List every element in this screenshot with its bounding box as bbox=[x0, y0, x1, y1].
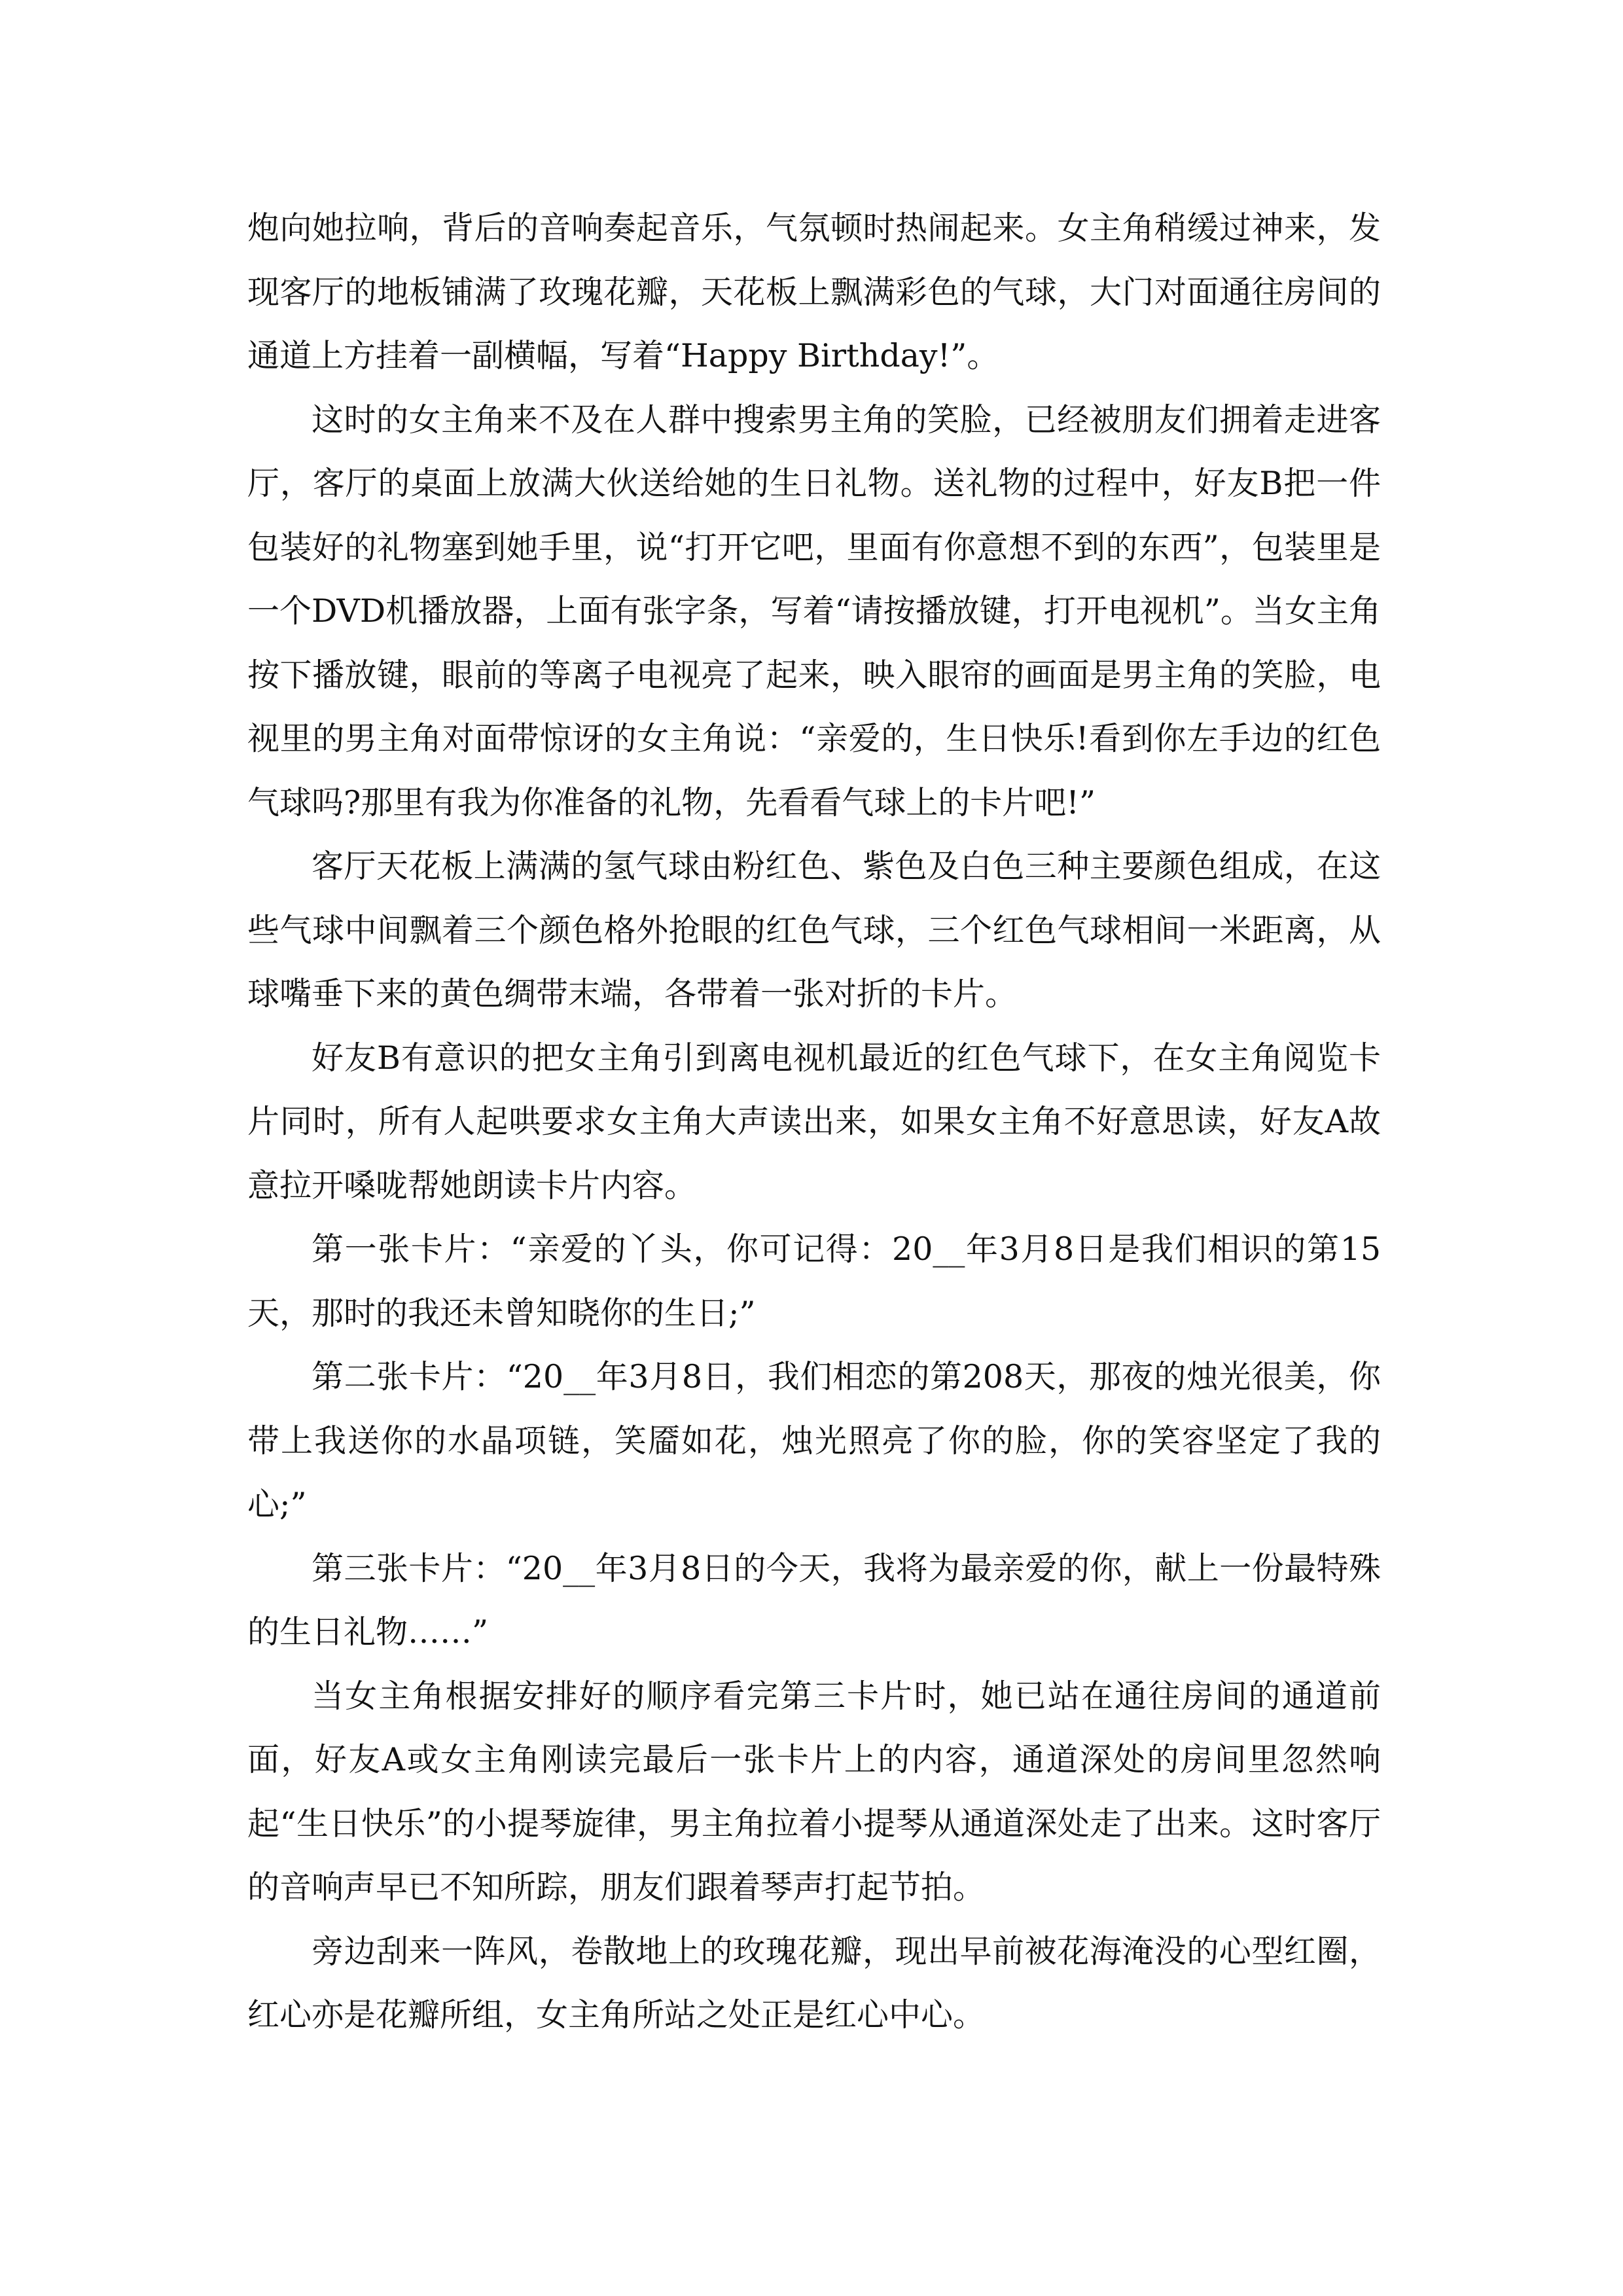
paragraph-4: 好友B有意识的把女主角引到离电视机最近的红色气球下，在女主角阅览卡片同时，所有人起哄要求女主角大声读出来，如果女主角不好意思读，好友A故意拉开嗓咙帮她朗读卡片内容。 bbox=[247, 1039, 1381, 1204]
paragraph-9: 旁边刮来一阵风，卷散地上的玫瑰花瓣，现出早前被花海淹没的心型红圈，红心亦是花瓣所组，女主角所站之处正是红心中心。 bbox=[247, 1932, 1381, 2034]
paragraph-5: 第一张卡片：“亲爱的丫头，你可记得：20__年3月8日是我们相识的第15天，那时的我还未曾知晓你的生日;” bbox=[247, 1230, 1381, 1332]
paragraph-2: 这时的女主角来不及在人群中搜索男主角的笑脸，已经被朋友们拥着走进客厅，客厅的桌面上放满大伙送给她的生日礼物。送礼物的过程中，好友B把一件包装好的礼物塞到她手里，说“打开它吧，里面有你意想不到的东西”，包装里是一个DVD机播放器，上面有张字条，写着“请按播放键，打开电视机”。当女主角按下播放键，眼前的等离子电视亮了起来，映入眼帘的画面是男主角的笑脸，电视里的男主角对面带惊讶的女主角说：“亲爱的，生日快乐!看到你左手边的红色气球吗?那里有我为你准备的礼物，先看看气球上的卡片吧!” bbox=[247, 401, 1381, 821]
paragraph-6: 第二张卡片：“20__年3月8日，我们相恋的第208天，那夜的烛光很美，你带上我送你的水晶项链，笑靥如花，烛光照亮了你的脸，你的笑容坚定了我的心;” bbox=[247, 1358, 1381, 1523]
paragraph-8: 当女主角根据安排好的顺序看完第三卡片时，她已站在通往房间的通道前面，好友A或女主角刚读完最后一张卡片上的内容，通道深处的房间里忽然响起“生日快乐”的小提琴旋律，男主角拉着小提琴从通道深处走了出来。这时客厅的音响声早已不知所踪，朋友们跟着琴声打起节拍。 bbox=[247, 1677, 1381, 1906]
paragraph-3: 客厅天花板上满满的氢气球由粉红色、紫色及白色三种主要颜色组成，在这些气球中间飘着三个颜色格外抢眼的红色气球，三个红色气球相间一米距离，从球嘴垂下来的黄色绸带末端，各带着一张对折的卡片。 bbox=[247, 848, 1381, 1013]
document-page bbox=[247, 196, 1381, 2047]
paragraph-1: 炮向她拉响，背后的音响奏起音乐，气氛顿时热闹起来。女主角稍缓过神来，发现客厅的地板铺满了玫瑰花瓣，天花板上飘满彩色的气球，大门对面通往房间的通道上方挂着一副横幅，写着“Happy Birthday!”。 bbox=[247, 209, 1381, 374]
paragraph-7: 第三张卡片：“20__年3月8日的今天，我将为最亲爱的你，献上一份最特殊的生日礼物……” bbox=[247, 1549, 1381, 1651]
